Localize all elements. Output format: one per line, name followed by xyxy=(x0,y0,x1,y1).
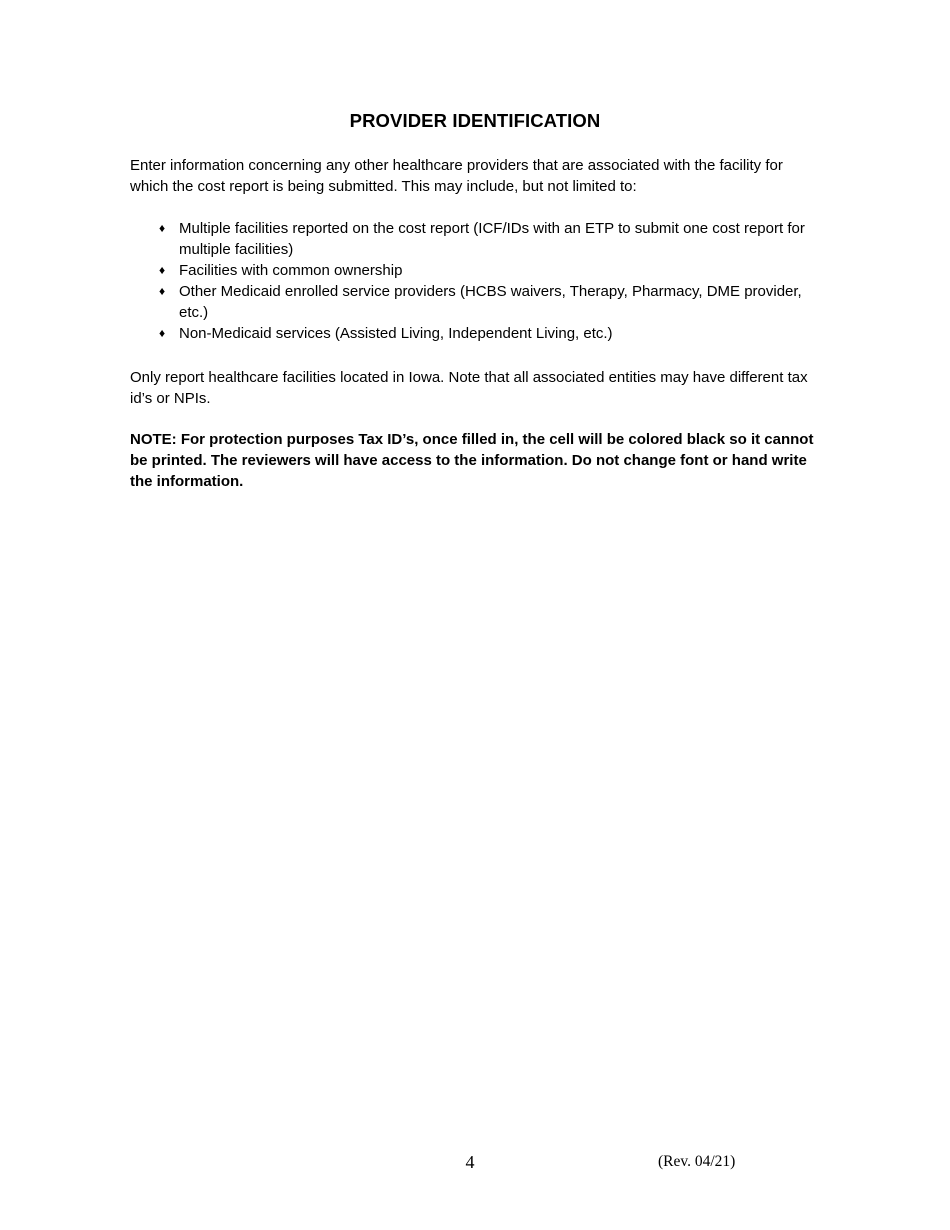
diamond-bullet-icon: ♦ xyxy=(159,284,166,298)
diamond-bullet-icon: ♦ xyxy=(159,263,166,277)
page-number: 4 xyxy=(465,1152,475,1172)
list-item-text: Facilities with common ownership xyxy=(179,262,403,279)
list-item xyxy=(130,260,830,281)
revision-label: (Rev. 04/21) xyxy=(658,1153,736,1170)
list-item-text: Multiple facilities reported on the cost report (ICF/IDs with an ETP to submit one cost report for multiple facilities) xyxy=(179,220,805,258)
list-item-text: Non-Medicaid services (Assisted Living, Independent Living, etc.) xyxy=(179,325,613,342)
intro-paragraph: Enter information concerning any other healthcare providers that are associated with the facility for which the cost report is being submitted. This may include, but not limited to: xyxy=(130,157,783,195)
list-item xyxy=(130,323,830,344)
list-item-text: Other Medicaid enrolled service providers (HCBS waivers, Therapy, Pharmacy, DME provider, etc.) xyxy=(179,283,802,321)
tax-id-note: NOTE: For protection purposes Tax ID’s, once filled in, the cell will be colored black so it cannot be printed. The reviewers will have access to the information. Do not change font or hand write the information. xyxy=(130,431,814,490)
provider-types-list xyxy=(130,218,830,344)
list-item xyxy=(130,281,830,323)
iowa-only-paragraph: Only report healthcare facilities located in Iowa. Note that all associated entities may have different tax id’s or NPIs. xyxy=(130,369,808,407)
diamond-bullet-icon: ♦ xyxy=(159,221,166,235)
diamond-bullet-icon: ♦ xyxy=(159,326,166,340)
page-title: PROVIDER IDENTIFICATION xyxy=(349,110,601,131)
list-item xyxy=(130,218,830,260)
